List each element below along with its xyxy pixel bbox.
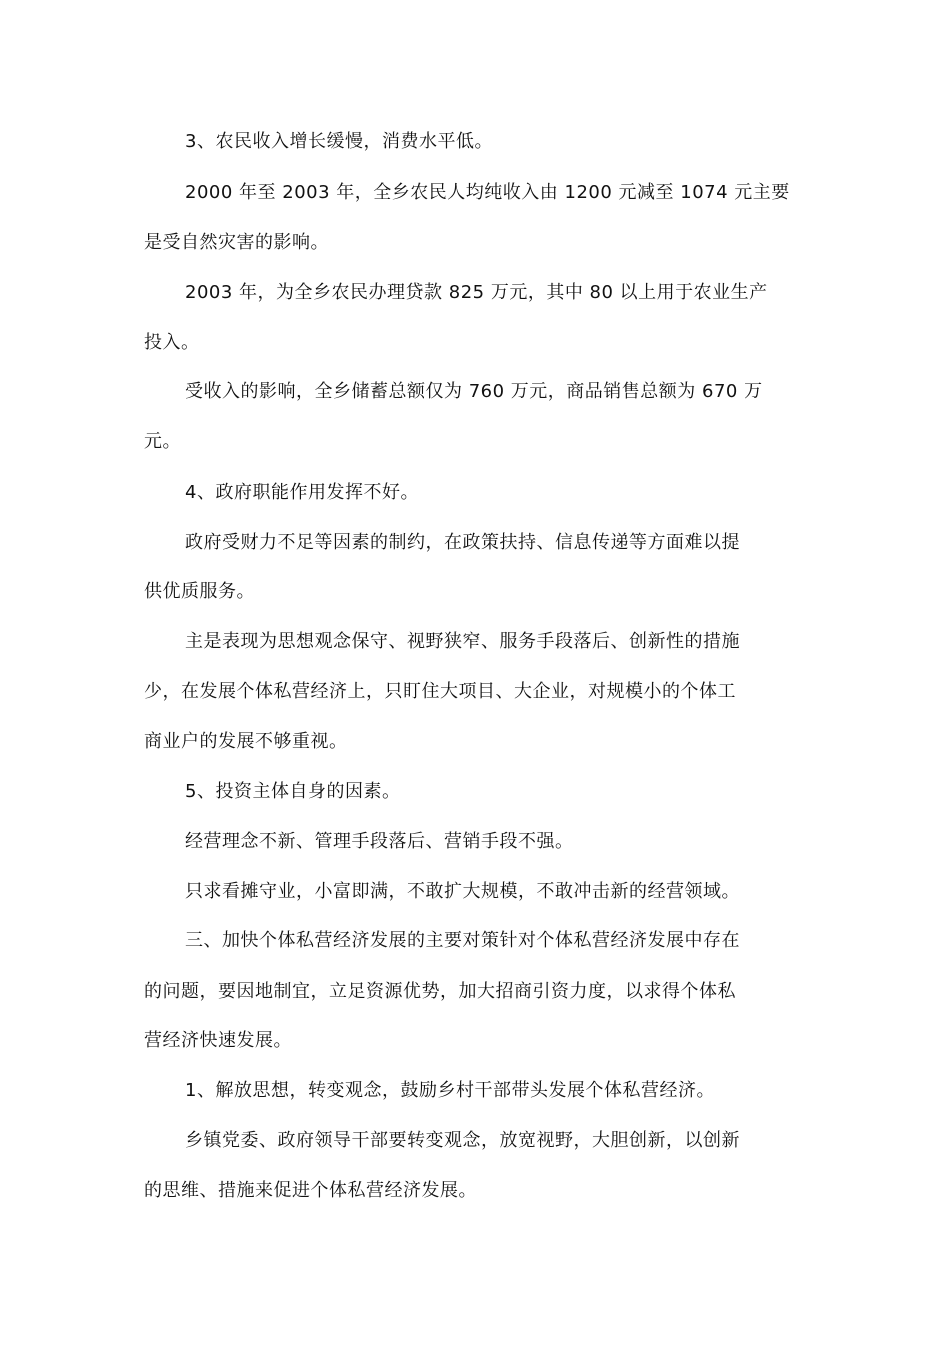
paragraph-line: 供优质服务。 bbox=[144, 581, 255, 602]
paragraph-line: 政府受财力不足等因素的制约，在政策扶持、信息传递等方面难以提 bbox=[185, 532, 740, 553]
section-heading-3: 三、加快个体私营经济发展的主要对策针对个体私营经济发展中存在 bbox=[185, 930, 740, 951]
paragraph-line: 是受自然灾害的影响。 bbox=[144, 232, 329, 253]
paragraph-line: 受收入的影响，全乡储蓄总额仅为 760 万元，商品销售总额为 670 万 bbox=[185, 381, 763, 402]
list-heading-4: 4、政府职能作用发挥不好。 bbox=[185, 482, 419, 503]
paragraph-line: 营经济快速发展。 bbox=[144, 1030, 292, 1051]
list-heading-1: 1、解放思想，转变观念，鼓励乡村干部带头发展个体私营经济。 bbox=[185, 1080, 715, 1101]
paragraph-line: 的问题，要因地制宜，立足资源优势，加大招商引资力度，以求得个体私 bbox=[144, 981, 736, 1002]
paragraph-line: 乡镇党委、政府领导干部要转变观念，放宽视野，大胆创新，以创新 bbox=[185, 1130, 740, 1151]
paragraph-line: 主是表现为思想观念保守、视野狭窄、服务手段落后、创新性的措施 bbox=[185, 631, 740, 652]
paragraph-line: 2000 年至 2003 年，全乡农民人均纯收入由 1200 元减至 1074 元主要 bbox=[185, 182, 790, 203]
list-heading-3: 3、农民收入增长缓慢，消费水平低。 bbox=[185, 131, 493, 152]
paragraph-line: 只求看摊守业，小富即满，不敢扩大规模，不敢冲击新的经营领域。 bbox=[185, 881, 740, 902]
paragraph-line: 投入。 bbox=[144, 332, 200, 353]
paragraph-line: 少，在发展个体私营经济上，只盯住大项目、大企业，对规模小的个体工 bbox=[144, 681, 736, 702]
list-heading-5: 5、投资主体自身的因素。 bbox=[185, 781, 401, 802]
paragraph-line: 2003 年，为全乡农民办理贷款 825 万元，其中 80 以上用于农业生产 bbox=[185, 282, 768, 303]
paragraph-line: 经营理念不新、管理手段落后、营销手段不强。 bbox=[185, 831, 574, 852]
paragraph-line: 商业户的发展不够重视。 bbox=[144, 731, 348, 752]
paragraph-line: 的思维、措施来促进个体私营经济发展。 bbox=[144, 1180, 477, 1201]
paragraph-line: 元。 bbox=[144, 431, 181, 452]
